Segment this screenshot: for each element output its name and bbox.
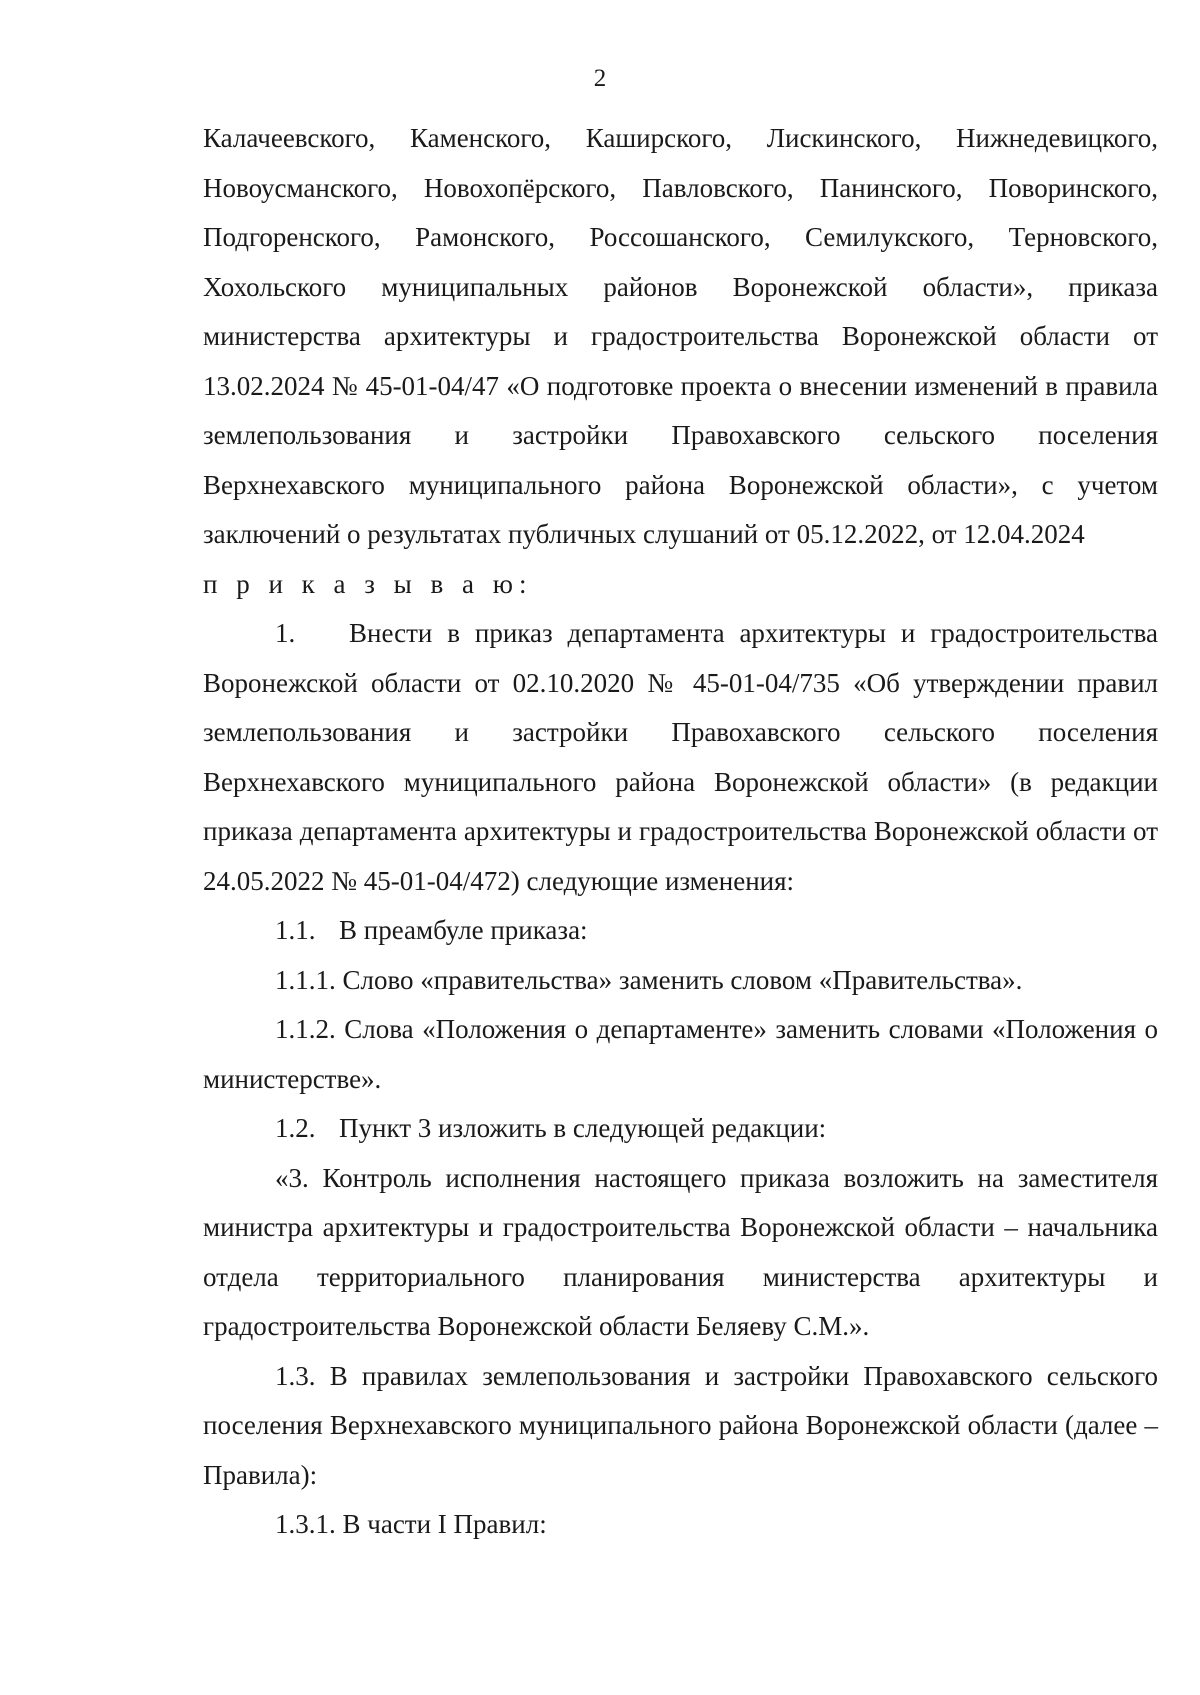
paragraph-1-text: Внести в приказ департамента архитектуры и градостроительства Воронежской области от 02.10.2020 № 45-01-04/735 «Об утверждении правил землепользования и застройки Правохавского сельского поселения Верхнехавского муниципального района Воронежской области» (в редакции приказа департамента архитектуры и градостроительства Воронежской области от 24.05.2022 № 45-01-04/472) следующие изменения: <box>203 618 1158 896</box>
paragraph-1-number: 1. <box>275 618 296 648</box>
paragraph-1-3: 1.3. В правилах землепользования и застройки Правохавского сельского поселения Верхнехавского муниципального района Воронежской области (далее – Правила): <box>203 1360 1158 1490</box>
paragraph-1-1-number: 1.1. <box>275 915 316 945</box>
paragraph-1-2-text: Пункт 3 изложить в следующей редакции: <box>339 1113 827 1143</box>
paragraph-1-2 <box>203 1104 1158 1154</box>
intro-paragraph: Калачеевского, Каменского, Каширского, Лискинского, Нижнедевицкого, Новоусманского, Новохопёрского, Павловского, Панинского, Поворинского, Подгоренского, Рамонского, Россошанского, Семилукского, Терновского, Хохольского муниципальных районов Воронежской области», приказа министерства архитектуры и градостроительства Воронежской области от 13.02.2024 № 45-01-04/47 «О подготовке проекта о внесении изменений в правила землепользования и застройки Правохавского сельского поселения Верхнехавского муниципального района Воронежской области», с учетом заключений о результатах публичных слушаний от 05.12.2022, от 12.04.2024 <box>203 123 1158 549</box>
document-body <box>203 114 1158 1550</box>
paragraph-1 <box>203 609 1158 906</box>
paragraph-1-1-2: 1.1.2. Слова «Положения о департаменте» заменить словами «Положения о министерстве». <box>203 1014 1158 1094</box>
paragraph-1-1-text: В преамбуле приказа: <box>339 915 588 945</box>
orders-line: п р и к а з ы в а ю: <box>203 568 533 599</box>
paragraph-1-3-1: 1.3.1. В части I Правил: <box>275 1509 547 1539</box>
paragraph-1-1-1: 1.1.1. Слово «правительства» заменить словом «Правительства». <box>275 964 1023 995</box>
paragraph-3-quote: «3. Контроль исполнения настоящего приказа возложить на заместителя министра архитектуры и градостроительства Воронежской области – начальника отдела территориального планирования министерства архитектуры и градостроительства Воронежской области Беляеву С.М.». <box>203 1162 1158 1341</box>
paragraph-1-1 <box>203 906 1158 956</box>
page-number: 2 <box>593 65 607 92</box>
paragraph-1-2-number: 1.2. <box>275 1113 316 1143</box>
